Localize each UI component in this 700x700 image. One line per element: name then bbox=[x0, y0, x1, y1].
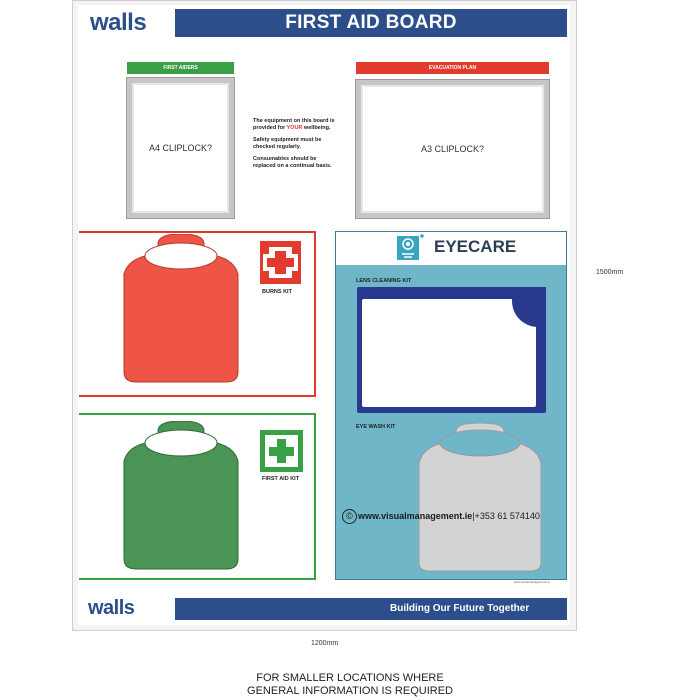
note-text: provided for bbox=[253, 125, 287, 131]
header-logo: walls bbox=[90, 9, 147, 36]
first-aiders-cliplock-frame bbox=[127, 78, 234, 218]
page-title: FIRST AID BOARD bbox=[175, 9, 567, 37]
first-aiders-label: FIRST AIDERS bbox=[127, 62, 234, 74]
lens-cleaning-kit-label: LENS CLEANING KIT bbox=[356, 278, 412, 284]
burns-cross-icon bbox=[260, 241, 301, 284]
width-dimension-label: 1200mm bbox=[311, 640, 339, 647]
board-notes bbox=[253, 118, 363, 170]
note-emphasis: YOUR bbox=[286, 125, 303, 131]
copyright-icon: © bbox=[342, 509, 357, 524]
evacuation-placeholder: A3 CLIPLOCK? bbox=[420, 144, 485, 154]
burns-kit-label: BURNS KIT bbox=[262, 289, 292, 295]
first-aid-kit-bag-icon bbox=[118, 421, 245, 571]
caption-line-2: GENERAL INFORMATION IS REQUIRED bbox=[247, 685, 453, 697]
website-text: www.visualmanagement.ie bbox=[358, 511, 473, 521]
first-aid-cross-icon bbox=[260, 430, 303, 472]
note-line-1b bbox=[253, 125, 363, 132]
note-line-3a: Consumables should be bbox=[253, 156, 317, 162]
eye-wash-kit-bag-icon bbox=[414, 423, 546, 573]
phone-text: |+353 61 574140 bbox=[472, 511, 540, 521]
evacuation-cliplock-frame bbox=[356, 80, 549, 218]
note-line-3b: replaced on a continual basis. bbox=[253, 163, 332, 169]
eye-wash-icon bbox=[396, 233, 426, 263]
eyecare-title: EYECARE bbox=[434, 237, 517, 256]
small-print: www.visualmanagement.ie bbox=[514, 580, 550, 584]
eye-wash-kit-label: EYE WASH KIT bbox=[356, 424, 396, 430]
note-line-1a: The equipment on this board is bbox=[253, 118, 335, 124]
first-aid-kit-label: FIRST AID KIT bbox=[262, 476, 300, 482]
note-line-2a: Safety equipment must be bbox=[253, 137, 322, 143]
lens-cleaning-kit-holder bbox=[357, 287, 546, 413]
footer-logo: walls bbox=[88, 597, 135, 619]
burns-kit-bag-icon bbox=[118, 234, 245, 384]
eyecare-contact bbox=[358, 509, 540, 523]
note-line-2b: checked regularly. bbox=[253, 144, 301, 150]
height-dimension-label: 1500mm bbox=[596, 269, 624, 276]
footer-tagline: Building Our Future Together bbox=[390, 603, 530, 614]
note-text: wellbeing. bbox=[302, 125, 331, 131]
caption-line-1: FOR SMALLER LOCATIONS WHERE bbox=[256, 672, 444, 684]
footer-bar bbox=[175, 598, 567, 620]
evacuation-plan-label: EVACUATION PLAN bbox=[356, 62, 549, 74]
first-aiders-placeholder: A4 CLIPLOCK? bbox=[148, 143, 213, 153]
